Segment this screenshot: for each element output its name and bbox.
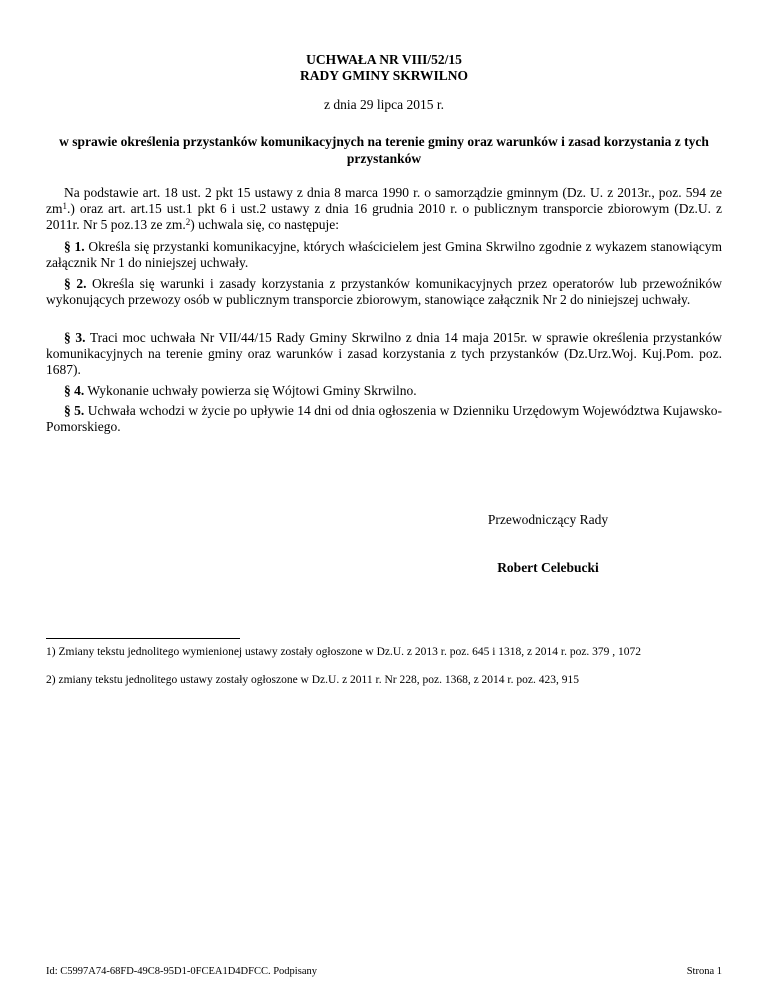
signature-role: Przewodniczący Rady [487, 512, 609, 527]
paragraph-4 [46, 383, 722, 399]
footnote-2 [46, 674, 744, 687]
paragraph-label: § 3. [64, 330, 86, 345]
preamble-text-3: ) uchwala się, co następuje: [190, 217, 340, 232]
council-name: RADY GMINY SKRWILNO [299, 68, 469, 83]
footnote-text: Zmiany tekstu jednolitego wymienionej ustawy zostały ogłoszone w Dz.U. z 2013 r. poz. 645 i 1318, z 2014 r. poz. 379 , 1072 [55, 646, 642, 658]
paragraph-3 [46, 330, 722, 378]
footnote-text: zmiany tekstu jednolitego ustawy zostały ogłoszone w Dz.U. z 2011 r. Nr 228, poz. 1368, z 2014 r. poz. 423, 915 [55, 674, 579, 686]
paragraph-label: § 1. [64, 239, 85, 254]
paragraph-1 [46, 239, 722, 271]
paragraph-text: Określa się warunki i zasady korzystania z przystanków komunikacyjnych przez operatorów lub przewoźników wykonujących przewozy osób w publicznym transporcie zbiorowym, stanowiące załącznik Nr 2 do niniejszej uchwały. [46, 276, 722, 307]
resolution-date: z dnia 29 lipca 2015 r. [324, 97, 444, 112]
footnote-mark: 1) [46, 646, 56, 658]
paragraph-text: Uchwała wchodzi w życie po upływie 14 dni od dnia ogłoszenia w Dzienniku Urzędowym Województwa Kujawsko-Pomorskiego. [46, 403, 723, 434]
footnote-mark: 2) [46, 674, 56, 686]
paragraph-label: § 2. [64, 276, 87, 291]
paragraph-text: Traci moc uchwała Nr VII/44/15 Rady Gminy Skrwilno z dnia 14 maja 2015r. w sprawie określenia przystanków komunikacyjnych na terenie gminy oraz warunków i zasad korzystania z tych przystanków (Dz.Urz.Woj. Kuj.Pom. poz. 1687). [46, 330, 723, 377]
resolution-number: UCHWAŁA NR VIII/52/15 [306, 52, 462, 67]
document-id: Id: C5997A74-68FD-49C8-95D1-0FCEA1D4DFCC. Podpisany [46, 966, 317, 977]
paragraph-text: Wykonanie uchwały powierza się Wójtowi Gminy Skrwilno. [84, 383, 417, 398]
preamble-text-1: Na podstawie art. 18 ust. 2 pkt 15 ustawy z dnia 8 marca 1990 r. o samorządzie gminnym (Dz. U. z 2013r., poz. 594 ze zm [46, 185, 722, 216]
signature-name: Robert Celebucki [497, 560, 599, 575]
page-number: Strona 1 [686, 966, 722, 977]
footnote-ref-1: 1 [62, 201, 67, 211]
preamble [46, 185, 722, 233]
paragraph-text: Określa się przystanki komunikacyjne, których właścicielem jest Gmina Skrwilno zgodnie z wykazem stanowiącym załącznik Nr 1 do niniejszej uchwały. [46, 239, 722, 270]
resolution-subject: w sprawie określenia przystanków komunikacyjnych na terenie gminy oraz warunków i zasad korzystania z tych przystanków [59, 134, 709, 166]
paragraph-label: § 4. [64, 383, 85, 398]
paragraph-label: § 5. [64, 403, 85, 418]
footnote-1 [46, 646, 744, 659]
paragraph-5 [46, 403, 722, 435]
preamble-text-2: .) oraz art. art.15 ust.1 pkt 6 i ust.2 ustawy z dnia 16 grudnia 2010 r. o publicznym transporcie zbiorowym (Dz.U. z 2011r. Nr 5 poz.13 ze zm. [46, 201, 722, 232]
footnote-divider [46, 638, 240, 639]
footnote-ref-2: 2 [185, 217, 191, 227]
paragraph-2 [46, 276, 722, 308]
